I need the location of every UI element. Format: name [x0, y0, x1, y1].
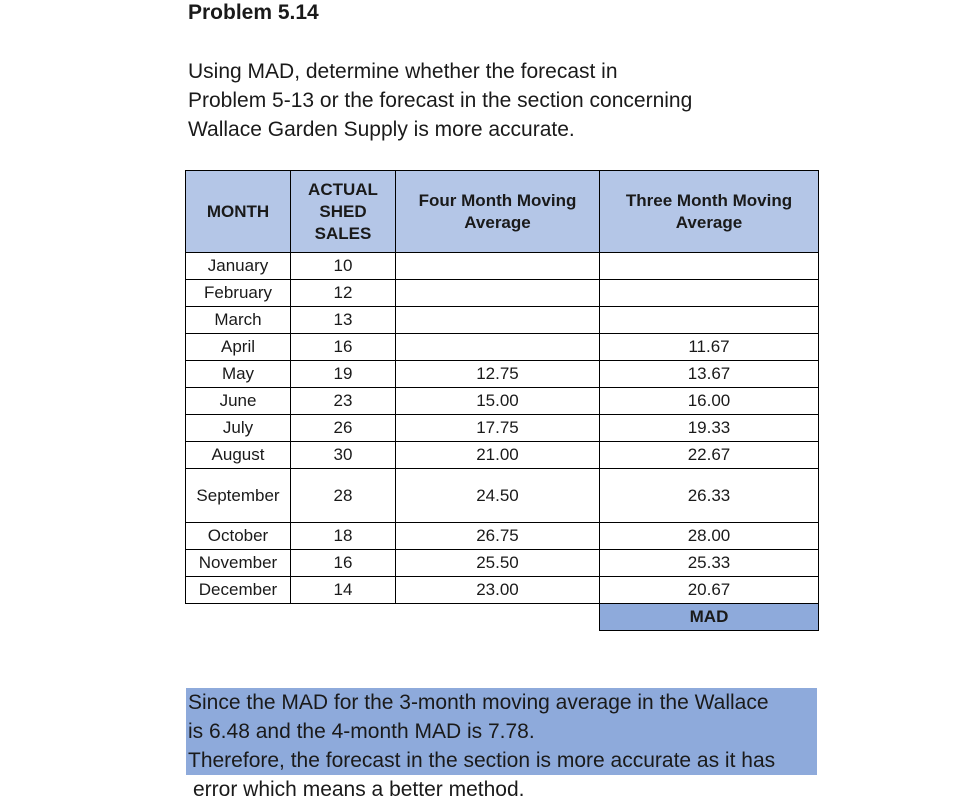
three-month-cell: 13.67	[600, 361, 819, 388]
header-month: MONTH	[186, 171, 291, 253]
table-row	[186, 361, 819, 388]
three-month-cell: 25.33	[600, 550, 819, 577]
answer-line-plain: error which means a better method.	[193, 778, 525, 801]
answer-line-highlighted: Since the MAD for the 3-month moving average in the Wallace	[186, 688, 817, 717]
mad-row	[186, 604, 819, 631]
three-month-cell	[600, 307, 819, 334]
header-three-month-average: Three Month Moving Average	[600, 171, 819, 253]
month-cell: April	[186, 334, 291, 361]
answer-text	[186, 688, 817, 804]
four-month-cell: 15.00	[396, 388, 600, 415]
three-month-cell: 22.67	[600, 442, 819, 469]
header-actual-shed-sales: ACTUAL SHED SALES	[291, 171, 396, 253]
month-cell: October	[186, 523, 291, 550]
problem-statement	[188, 57, 808, 144]
empty-cell	[396, 604, 600, 631]
table-row	[186, 550, 819, 577]
empty-cell	[186, 604, 291, 631]
table-row	[186, 469, 819, 523]
sales-cell: 16	[291, 550, 396, 577]
month-cell: August	[186, 442, 291, 469]
statement-line: Wallace Garden Supply is more accurate.	[188, 118, 575, 141]
table-row	[186, 334, 819, 361]
three-month-cell: 16.00	[600, 388, 819, 415]
four-month-cell: 21.00	[396, 442, 600, 469]
answer-line-highlighted: Therefore, the forecast in the section is more accurate as it has	[186, 746, 817, 775]
three-month-cell: 20.67	[600, 577, 819, 604]
statement-line: Problem 5-13 or the forecast in the section concerning	[188, 89, 693, 112]
sales-cell: 23	[291, 388, 396, 415]
three-month-cell: 19.33	[600, 415, 819, 442]
sales-cell: 26	[291, 415, 396, 442]
month-cell: November	[186, 550, 291, 577]
four-month-cell: 23.00	[396, 577, 600, 604]
sales-cell: 19	[291, 361, 396, 388]
month-cell: July	[186, 415, 291, 442]
month-cell: March	[186, 307, 291, 334]
empty-cell	[291, 604, 396, 631]
forecast-table	[185, 170, 819, 631]
three-month-cell: 28.00	[600, 523, 819, 550]
month-cell: December	[186, 577, 291, 604]
month-cell: January	[186, 253, 291, 280]
answer-line-highlighted: is 6.48 and the 4-month MAD is 7.78.	[186, 717, 817, 746]
four-month-cell: 12.75	[396, 361, 600, 388]
four-month-cell	[396, 307, 600, 334]
sales-cell: 30	[291, 442, 396, 469]
problem-title: Problem 5.14	[188, 1, 319, 24]
four-month-cell: 17.75	[396, 415, 600, 442]
table-row	[186, 442, 819, 469]
table-row	[186, 577, 819, 604]
table-row	[186, 388, 819, 415]
sales-cell: 13	[291, 307, 396, 334]
sales-cell: 10	[291, 253, 396, 280]
month-cell: June	[186, 388, 291, 415]
four-month-cell	[396, 253, 600, 280]
three-month-cell: 26.33	[600, 469, 819, 523]
sales-cell: 16	[291, 334, 396, 361]
sales-cell: 12	[291, 280, 396, 307]
four-month-cell: 24.50	[396, 469, 600, 523]
table-row	[186, 523, 819, 550]
four-month-cell: 26.75	[396, 523, 600, 550]
sales-cell: 18	[291, 523, 396, 550]
table-row	[186, 253, 819, 280]
month-cell: September	[186, 469, 291, 523]
statement-line: Using MAD, determine whether the forecast in	[188, 60, 618, 83]
month-cell: February	[186, 280, 291, 307]
four-month-cell: 25.50	[396, 550, 600, 577]
mad-label-cell: MAD	[600, 604, 819, 631]
sales-cell: 28	[291, 469, 396, 523]
four-month-cell	[396, 334, 600, 361]
three-month-cell	[600, 280, 819, 307]
sales-cell: 14	[291, 577, 396, 604]
header-row	[186, 171, 819, 253]
month-cell: May	[186, 361, 291, 388]
three-month-cell	[600, 253, 819, 280]
table-row	[186, 415, 819, 442]
three-month-cell: 11.67	[600, 334, 819, 361]
table-row	[186, 280, 819, 307]
four-month-cell	[396, 280, 600, 307]
header-four-month-average: Four Month Moving Average	[396, 171, 600, 253]
table-row	[186, 307, 819, 334]
